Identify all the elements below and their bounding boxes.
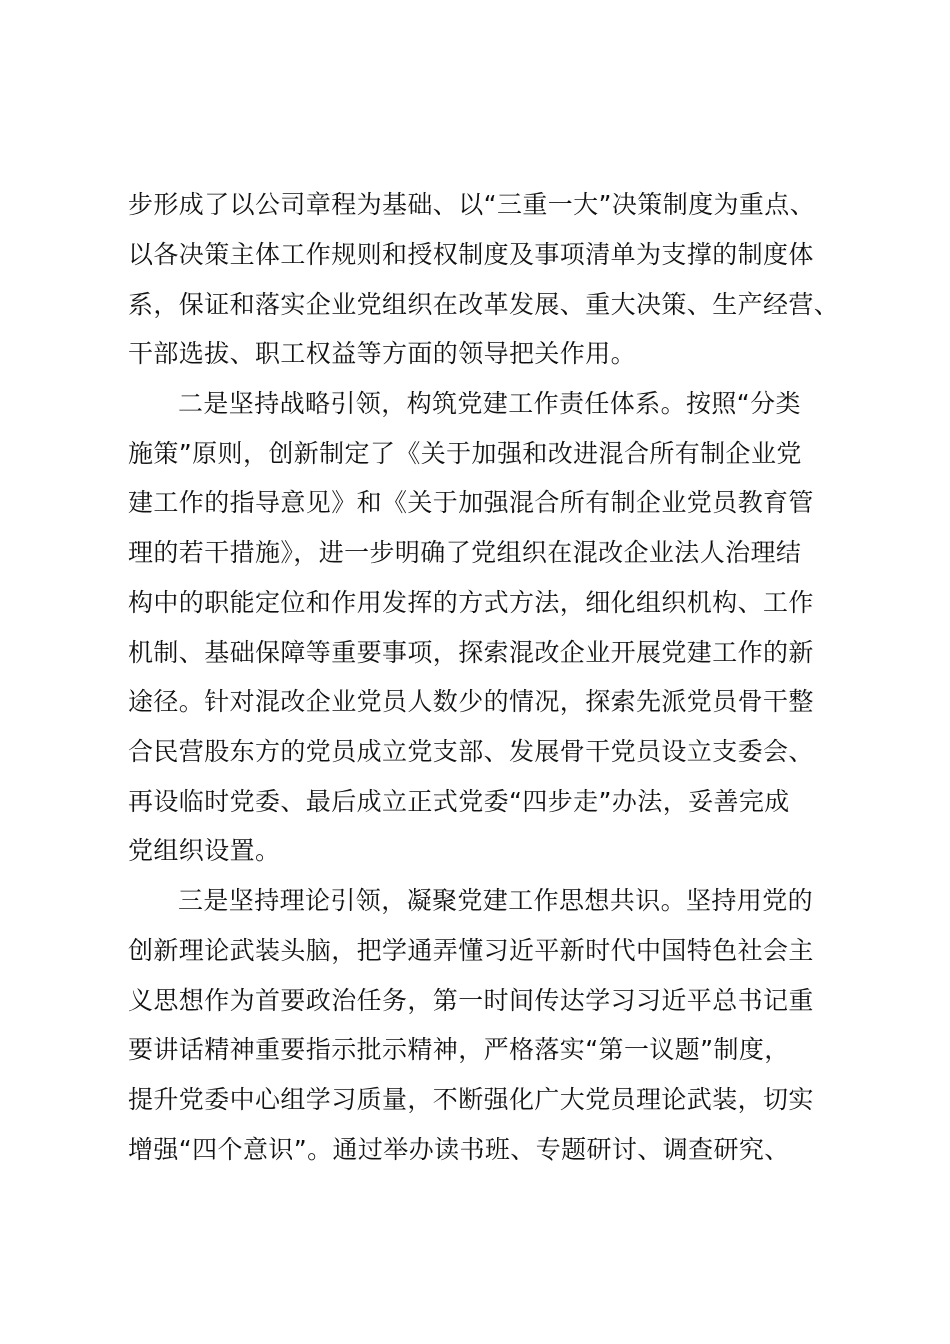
text-line: 提升党委中心组学习质量，不断强化广大党员理论武装，切实 xyxy=(128,1085,814,1114)
text-line: 以各决策主体工作规则和授权制度及事项清单为支撑的制度体 xyxy=(128,240,814,269)
text-line: 建工作的指导意见》和《关于加强混合所有制企业党员教育管 xyxy=(128,488,814,517)
text-line: 施策”原则，创新制定了《关于加强和改进混合所有制企业党 xyxy=(128,439,802,468)
text-line: 义思想作为首要政治任务，第一时间传达学习习近平总书记重 xyxy=(128,986,814,1015)
text-line: 步形成了以公司章程为基础、以“三重一大”决策制度为重点、 xyxy=(128,190,816,219)
text-line: 理的若干措施》，进一步明确了党组织在混改企业法人治理结 xyxy=(128,538,802,567)
text-line: 党组织设置。 xyxy=(128,836,281,865)
text-line: 系，保证和落实企业党组织在改革发展、重大决策、生产经营、 xyxy=(128,290,840,319)
text-line: 干部选拔、职工权益等方面的领导把关作用。 xyxy=(128,339,637,368)
text-line: 途径。针对混改企业党员人数少的情况，探索先派党员骨干整 xyxy=(128,687,814,716)
text-line: 创新理论武装头脑，把学通弄懂习近平新时代中国特色社会主 xyxy=(128,936,814,965)
text-line: 机制、基础保障等重要事项，探索混改企业开展党建工作的新 xyxy=(128,638,814,667)
text-line: 增强“四个意识”。通过举办读书班、专题研讨、调查研究、 xyxy=(128,1135,790,1164)
text-line: 要讲话精神重要指示批示精神，严格落实“第一议题”制度， xyxy=(128,1035,790,1064)
text-line: 再设临时党委、最后成立正式党委“四步走”办法，妥善完成 xyxy=(128,787,790,816)
paragraph-2-first-line: 二是坚持战略引领，构筑党建工作责任体系。按照“分类 xyxy=(178,389,801,418)
text-line: 合民营股东方的党员成立党支部、发展骨干党员设立支委会、 xyxy=(128,737,814,766)
text-line: 构中的职能定位和作用发挥的方式方法，细化组织机构、工作 xyxy=(128,588,814,617)
paragraph-3-first-line: 三是坚持理论引领，凝聚党建工作思想共识。坚持用党的 xyxy=(178,886,814,915)
